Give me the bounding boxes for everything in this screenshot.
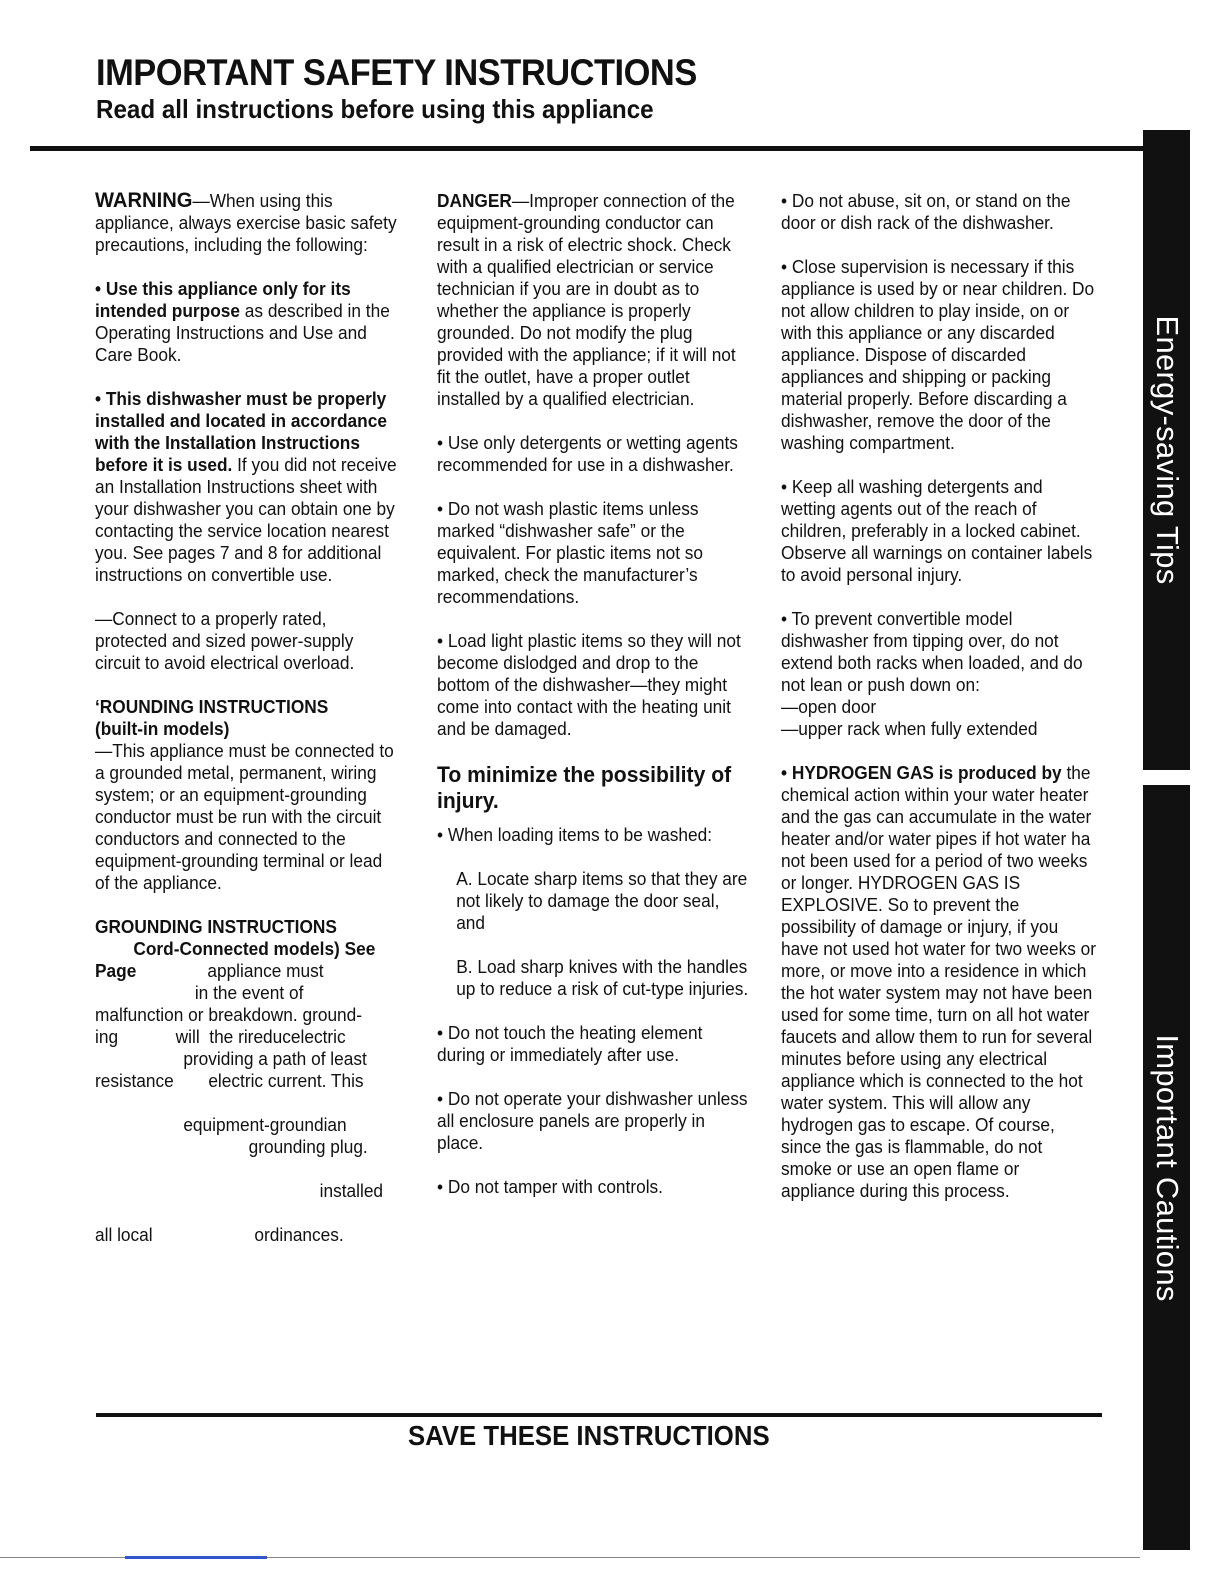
page-title: IMPORTANT SAFETY INSTRUCTIONS bbox=[96, 52, 697, 93]
fragment-text: appliance must bbox=[207, 961, 324, 981]
fragment-text: ordinances. bbox=[254, 1225, 344, 1245]
grounding-builtin-section bbox=[95, 696, 400, 894]
intended-use-rest: as described in the Operating Instructions and Use and Care Book. bbox=[95, 301, 390, 365]
intended-use-bold: • Use this appliance only for its intended purpose bbox=[95, 279, 351, 321]
fragment-text: malfunction or breakdown. ground- bbox=[95, 1005, 363, 1025]
tamper-paragraph: • Do not tamper with controls. bbox=[437, 1177, 663, 1197]
footer-link-underline bbox=[125, 1556, 267, 1559]
side-tab-energy-saving-label: Energy-saving Tips bbox=[1149, 315, 1185, 585]
grounding-cord-section bbox=[95, 916, 400, 1246]
fragment-text: Page bbox=[95, 961, 137, 981]
detergents-paragraph: • Use only detergents or wetting agents recommended for use in a dishwasher. bbox=[437, 433, 738, 475]
grounding-fragment-line bbox=[95, 1004, 400, 1026]
fragment-text: installed bbox=[319, 1181, 384, 1201]
top-divider bbox=[30, 146, 1150, 151]
heating-paragraph: • Do not touch the heating element during or immediately after use. bbox=[437, 1023, 703, 1065]
grounding-fragment-line bbox=[95, 982, 400, 1004]
column-3 bbox=[781, 190, 1098, 1224]
tipping-paragraph: • To prevent convertible model dishwasher from tipping over, do not extend both racks when loaded, and do not lean or push down on: bbox=[781, 609, 1083, 695]
column-1 bbox=[95, 190, 400, 1246]
hydrogen-rest: the chemical action within your water heater and the gas can accumulate in the water heater and/or water pipes if hot water ha not been used for a period of two weeks or longer. HYDROGEN GAS IS EXPLOSIVE. So to prevent the possibility of damage or injury, if you have not used hot water for two weeks or more, or move into a residence in which the hot water system may not have been used for some time, turn on all hot water faucets and allow them to run for several minutes before using any electrical appliance which is connected to the hot water system. This will allow any hydrogen gas to escape. Of course, since the gas is flammable, do not smoke or use an open flame or appliance during this process. bbox=[781, 763, 1097, 1201]
side-tab-energy-saving bbox=[1143, 130, 1190, 770]
save-instructions-heading: SAVE THESE INSTRUCTIONS bbox=[408, 1420, 770, 1451]
column-2 bbox=[437, 190, 752, 1220]
grounding-cord-heading: GROUNDING INSTRUCTIONS bbox=[95, 917, 337, 937]
side-tab-important-cautions-label: Important Cautions bbox=[1149, 1033, 1185, 1302]
tipping-section bbox=[781, 608, 1098, 740]
loading-item-b: B. Load sharp knives with the handles up to reduce a risk of cut-type injuries. bbox=[456, 957, 749, 999]
hydrogen-paragraph bbox=[781, 762, 1098, 1202]
loading-paragraph: • When loading items to be washed: bbox=[437, 825, 713, 845]
grounding-fragment-line bbox=[95, 1114, 400, 1136]
bottom-divider bbox=[96, 1413, 1102, 1417]
fragment-text: will the rireducelectric bbox=[175, 1027, 346, 1047]
grounding-fragment-line bbox=[95, 1026, 400, 1048]
hydrogen-bold: • HYDROGEN GAS is produced by bbox=[781, 763, 1062, 783]
panels-paragraph: • Do not operate your dishwasher unless all enclosure panels are properly in place. bbox=[437, 1089, 748, 1153]
fragment-text: grounding plug. bbox=[248, 1137, 368, 1157]
side-tab-important-cautions bbox=[1143, 785, 1190, 1550]
warning-lead: WARNING bbox=[95, 189, 193, 212]
fragment-text: providing a path of least bbox=[183, 1049, 367, 1069]
fragment-text: electric current. This bbox=[208, 1071, 364, 1091]
page-subtitle: Read all instructions before using this appliance bbox=[96, 94, 654, 124]
grounding-fragment-line bbox=[95, 1070, 400, 1092]
tipping-item-upper-rack: —upper rack when fully extended bbox=[781, 719, 1038, 739]
minimize-injury-heading: To minimize the possibility of injury. bbox=[437, 762, 732, 813]
fragment-text: ing bbox=[95, 1027, 119, 1047]
grounding-fragment-line bbox=[95, 1224, 400, 1246]
fragment-text: equipment-groundian bbox=[183, 1115, 347, 1135]
warning-text: —When using this appliance, always exercise basic safety precautions, including the following: bbox=[95, 191, 397, 255]
fragment-text: all local bbox=[95, 1225, 153, 1245]
connect-paragraph: —Connect to a properly rated, protected and sized power-supply circuit to avoid electrical overload. bbox=[95, 609, 355, 673]
grounding-builtin-heading: ‘ROUNDING INSTRUCTIONS bbox=[95, 697, 329, 717]
grounding-cord-sub: Cord-Connected models) See bbox=[133, 939, 376, 959]
fragment-text: resistance bbox=[95, 1071, 174, 1091]
installation-paragraph bbox=[95, 388, 400, 586]
danger-text: —Improper connection of the equipment-grounding conductor can result in a risk of electric shock. Check with a qualified electrician or service technician if you are in doubt as to whether the appliance is properly grounded. Do not modify the plug provided with the appliance; if it will not fit the outlet, have a proper outlet installed by a qualified electrician. bbox=[437, 191, 736, 409]
loading-item-a: A. Locate sharp items so that they are not likely to damage the door seal, and bbox=[456, 869, 748, 933]
keep-detergents-paragraph: • Keep all washing detergents and wetting agents out of the reach of children, preferably in a locked cabinet. Observe all warnings on container labels to avoid personal injury. bbox=[781, 477, 1093, 585]
tipping-item-open-door: —open door bbox=[781, 697, 877, 717]
danger-paragraph bbox=[437, 190, 752, 410]
plastic-paragraph: • Do not wash plastic items unless marked “dishwasher safe” or the equivalent. For plastic items not so marked, check the manufacturer’s recommendations. bbox=[437, 499, 704, 607]
grounding-fragment-line bbox=[95, 960, 400, 982]
grounding-builtin-text: —This appliance must be connected to a grounded metal, permanent, wiring system; or an equipment-grounding conductor must be run with the circuit conductors and connected to the equipment-grounding terminal or lead of the appliance. bbox=[95, 741, 394, 893]
intended-use-paragraph bbox=[95, 278, 400, 366]
installation-bold: • This dishwasher must be properly installed and located in accordance with the Installation Instructions before it is used. bbox=[95, 389, 387, 475]
danger-lead: DANGER bbox=[437, 191, 512, 211]
light-plastic-paragraph: • Load light plastic items so they will not become dislodged and drop to the bottom of the dishwasher—they might come into contact with the heating unit and be damaged. bbox=[437, 631, 741, 739]
warning-paragraph bbox=[95, 190, 400, 256]
abuse-paragraph: • Do not abuse, sit on, or stand on the door or dish rack of the dishwasher. bbox=[781, 191, 1071, 233]
supervision-paragraph: • Close supervision is necessary if this appliance is used by or near children. Do not allow children to play inside, on or with this appliance or any discarded appliance. Dispose of discarded appliances and shipping or packing material properly. Before discarding a dishwasher, remove the door of the washing compartment. bbox=[781, 257, 1095, 453]
fragment-text: in the event of bbox=[194, 983, 304, 1003]
grounding-builtin-sub: (built-in models) bbox=[95, 719, 230, 739]
grounding-fragment-line bbox=[95, 1136, 400, 1158]
grounding-fragment-line bbox=[95, 1048, 400, 1070]
installation-rest: If you did not receive an Installation Instructions sheet with your dishwasher you can obtain one by contacting the service location nearest you. See pages 7 and 8 for additional instructions on convertible use. bbox=[95, 455, 397, 585]
grounding-fragment-line bbox=[95, 1180, 400, 1202]
